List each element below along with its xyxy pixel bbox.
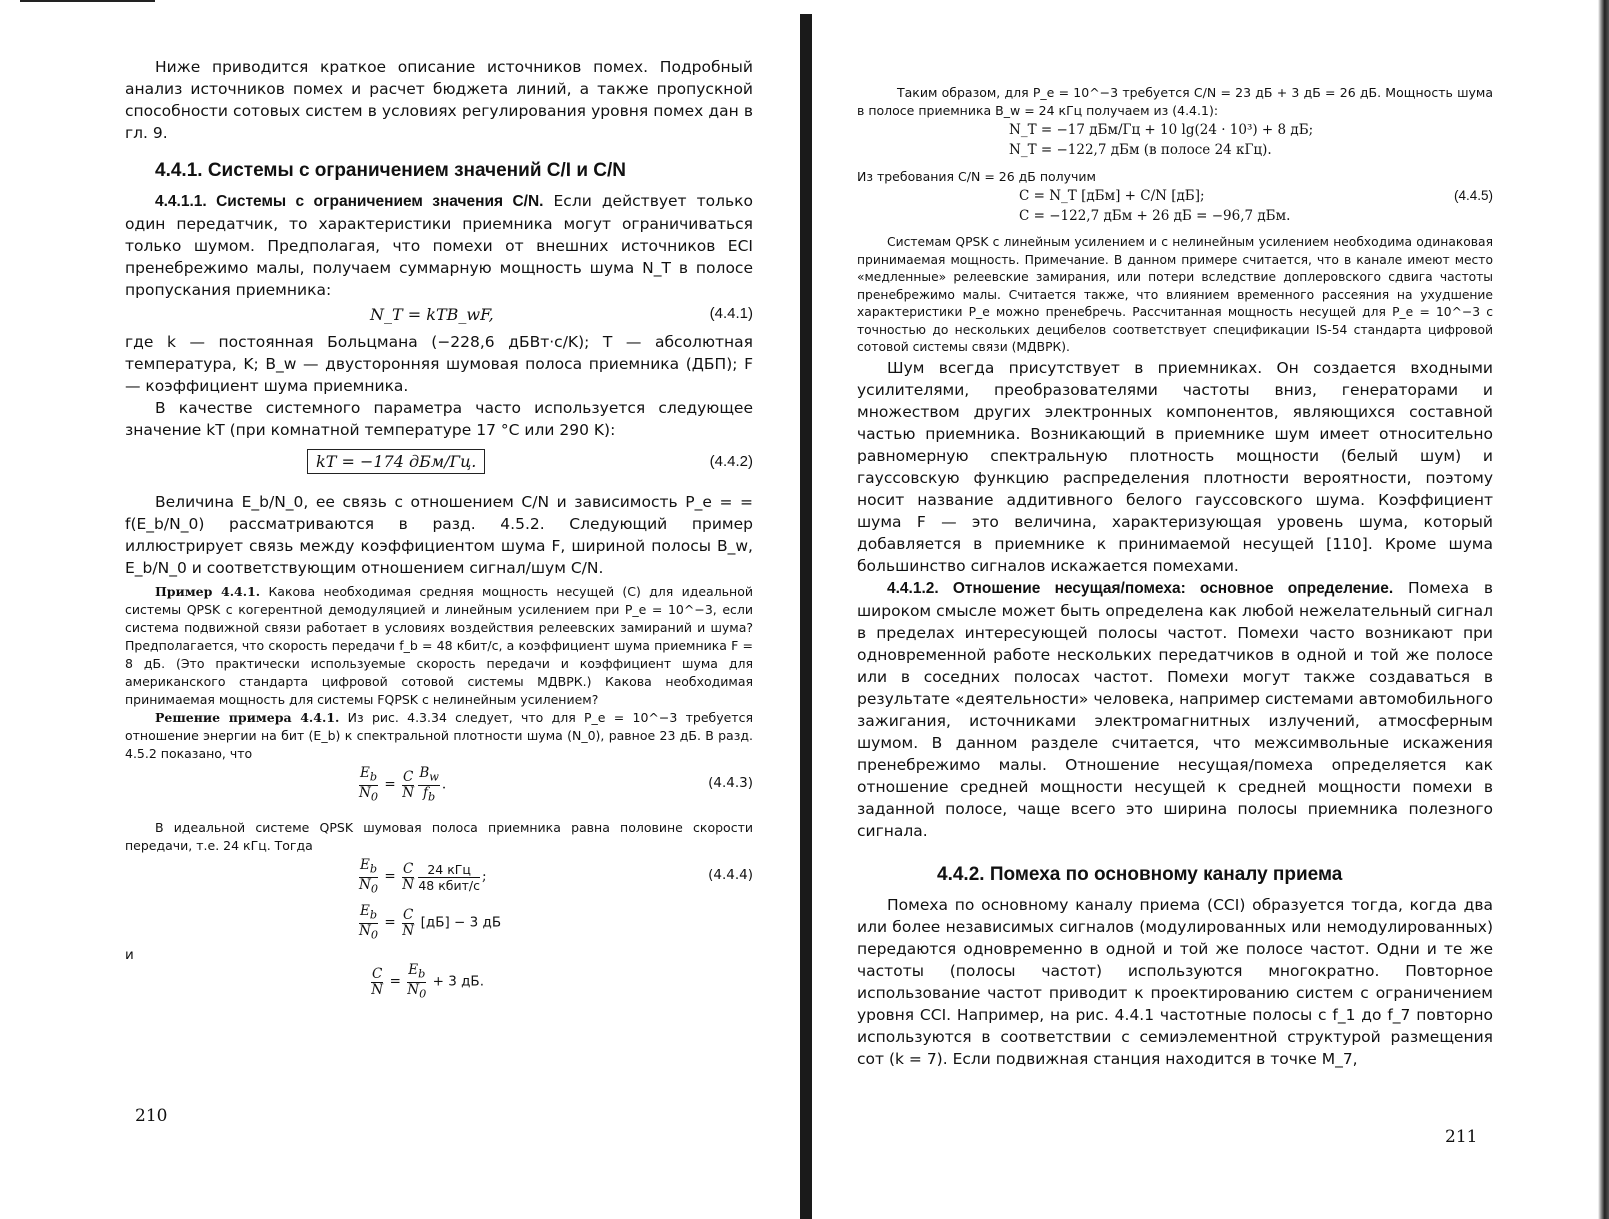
left-column — [125, 56, 753, 999]
equation-4-4-4-line3-tail: + 3 дБ. — [432, 973, 484, 990]
equation-4-4-4-line2: $\frac{E_b}{N_0}$ = $\frac{C}{N}$ [дБ] − 3 дБ — [359, 903, 502, 942]
example-lead: Пример 4.4.1. — [155, 584, 261, 599]
equation-4-4-2 — [125, 441, 753, 485]
example-4-4-1 — [125, 583, 753, 709]
page-number-left: 210 — [135, 1106, 168, 1126]
nt-equation-1: N_T = −17 дБм/Гц + 10 lg(24 · 10³) + 8 дБ; — [1009, 122, 1314, 138]
equation-4-4-2-formula: kT = −174 дБм/Гц. — [307, 449, 485, 474]
nt-equation-2: N_T = −122,7 дБм (в полосе 24 кГц). — [1009, 142, 1272, 158]
heading-4-4-2: 4.4.2. Помеха по основному каналу приема — [937, 863, 1343, 885]
cn-requirement: Из требования C/N = 26 дБ получим — [857, 169, 1096, 184]
text-4-4-1-2: Помеха в широком смысле может быть определена как любой нежелательный сигнал в пределах интересующей полосы частот. Помехи часто возникают при одновременной работе нескольких передатчиков в одной и той же полосе или в соседних полосах частот. Помехи могут также создаваться в результате «деятельности» человека, например системами автомобильного зажигания, источниками электромагнитных излучений, атмосферным шумом. В данном разделе считается, что межсимвольные искажения пренебрежимо малы. Отношение несущая/помеха определяется как отношение средней мощности несущей к средней мощности помехи в заданной полосе, чаще всего это ширина полосы приемника полезного сигнала. — [857, 578, 1493, 840]
equation-4-4-3 — [125, 763, 753, 811]
equation-4-4-5: C = N_T [дБм] + C/N [дБ]; (4.4.5) — [1019, 188, 1493, 204]
lead-4-4-1-2: 4.4.1.2. Отношение несущая/помеха: основное определение. — [887, 579, 1394, 597]
paragraph-4-4-2: Помеха по основному каналу приема (CCI) образуется тогда, когда два или более независимых сигналов (модулированных или немодулированных) передаются одновременно в одной и той же полосе частот. Одни и те же частоты (полосы частот) используются многократно. Повторное использование частот приводит к проектированию систем с ограничением уровня CCI. Например, на рис. 4.4.1 частотные полосы с f_1 до f_7 повторно используются в соответствии с семиэлементной структурой размещения сот (k = 7). Если подвижная станция находится в точке M_7, — [857, 895, 1493, 1068]
ebno-paragraph: Величина E_b/N_0, ее связь с отношением C/N и зависимость P_e = = f(E_b/N_0) рассматриваются в разд. 4.5.2. Следующий пример иллюстрирует связь между коэффициентом шума F, шириной полосы B_w, E_b/N_0 и соответствующим отношением сигнал/шум C/N. — [125, 493, 753, 577]
solution-text: Из рис. 4.3.34 следует, что для P_e = 10^−3 требуется отношение энергии на бит (E_b) к спектральной плотности шума (N_0), равное 23 дБ. В разд. 4.5.2 показано, что — [125, 710, 753, 761]
where-paragraph: где k — постоянная Больцмана (−228,6 дБВт·с/K); T — абсолютная температура, K; B_w — двусторонняя шумовая полоса приемника (ДБП); F — коэффициент шума приемника. — [125, 333, 753, 395]
equation-4-4-1 — [125, 301, 753, 331]
equation-4-4-3-number: (4.4.3) — [708, 775, 753, 791]
kt-paragraph: В качестве системного параметра часто используется следующее значение kT (при комнатной температуре 17 °C или 290 K): — [125, 399, 753, 439]
left-page — [0, 0, 800, 1219]
noise-paragraph: Шум всегда присутствует в приемниках. Он создается входными усилителями, преобразователями частоты вниз, генераторами и множеством других электронных компонентов, являющихся составной частью приемника. Возникающий в приемнике шум имеет относительно равномерную спектральную плотность мощности (белый шум) и гауссовскую функцию распределения плотности вероятности, поэтому носит название аддитивного белого гауссовского шума. Коэффициент шума F — это величина, характеризующая уровень шума, который добавляется в приемнике к принимаемой несущей [110]. Кроме шума большинство сигналов искажается помехами. — [857, 358, 1493, 575]
paragraph-4-4-1-1 — [125, 190, 753, 301]
equation-4-4-4-line1: $\frac{E_b}{N_0}$ = $\frac{C}{N}$ $\frac{\text{24 кГц}}{\text{48 кбит/с}}$ ; — [359, 857, 487, 896]
qpsk-paragraph: В идеальной системе QPSK шумовая полоса приемника равна половине скорости передачи, т.е. 24 кГц. Тогда — [125, 820, 753, 853]
equation-4-4-3-formula: $\frac{E_b}{N_0}$ = $\frac{C}{N}$ $\frac{B_w}{f_b}$ . — [359, 765, 447, 804]
equation-4-4-4-line2-tail: [дБ] − 3 дБ — [420, 914, 502, 931]
note-paragraph: Системам QPSK с линейным усилением и с нелинейным усилением необходима одинаковая принимаемая мощность. Примечание. В данном примере считается, что в канале имеют место «медленные» релеевские замирания, или потери вследствие доплеровского сдвига частоты пренебрежимо малы. Считается также, что влиянием временного рассеяния на ухудшение характеристики P_e можно пренебречь. Рассчитанная мощность несущей для P_e = 10^−3 с точностью до нескольких децибелов соответствует спецификации IS-54 стандарта цифровой сотовой системы связи (МДВРК). — [857, 235, 1493, 354]
and-word: и — [125, 947, 134, 963]
solution-lead: Решение примера 4.4.1. — [155, 710, 340, 725]
text-4-4-1-1: Если действует только один передатчик, то характеристики приемника могут ограничиваться только шумом. Предполагая, что помехи от внешних источников ECI пренебрежимо малы, получаем суммарную мощность шума N_T в полосе пропускания приемника: — [125, 192, 753, 299]
result-paragraph: Таким образом, для P_e = 10^−3 требуется C/N = 23 дБ + 3 дБ = 26 дБ. Мощность шума в полосе приемника B_w = 24 кГц получаем из (4.4.1): — [857, 85, 1493, 118]
equation-4-4-4 — [125, 855, 753, 901]
book-binding-gutter — [800, 14, 812, 1219]
right-page — [812, 0, 1609, 1219]
page-number-right: 211 — [1445, 1127, 1478, 1147]
equation-4-4-2-number: (4.4.2) — [709, 453, 753, 470]
equation-4-4-5-number: (4.4.5) — [1453, 188, 1493, 203]
lead-4-4-1-1: 4.4.1.1. Системы с ограничением значения C/N. — [155, 193, 544, 210]
heading-4-4-1: 4.4.1. Системы с ограничением значений C/I и C/N — [155, 160, 627, 181]
equation-4-4-5-line2: C = −122,7 дБм + 26 дБ = −96,7 дБм. — [1019, 208, 1291, 224]
intro-paragraph: Ниже приводится краткое описание источников помех. Подробный анализ источников помех и расчет бюджета линий, а также пропускной способности сотовых систем в условиях регулирования уровня помех дан в гл. 9. — [125, 58, 753, 142]
equation-4-4-4-number: (4.4.4) — [708, 867, 753, 883]
equation-4-4-4-line3: и $\frac{C}{N}$ = $\frac{E_b}{N_0}$ + 3 дБ. — [125, 947, 484, 1001]
example-text: Какова необходимая средняя мощность несущей (C) для идеальной системы QPSK с когерентной демодуляцией и линейным усилением при P_e = 10^−3, если система подвижной связи работает в условиях воздействия релеевских замираний и шума? Предполагается, что скорость передачи f_b = 48 кбит/с, а коэффициент шума приемника F = 8 дБ. (Это практически используемые скорость передачи и коэффициент шума для американского стандарта цифровой сотовой системы МДВРК.) Какова необходимая принимаемая мощность для системы FQPSK с нелинейным усилением? — [125, 584, 753, 707]
paragraph-4-4-1-2 — [857, 577, 1493, 842]
right-column — [857, 84, 1493, 1070]
equation-4-4-1-formula: N_T = kTB_wF, — [370, 305, 494, 324]
solution-4-4-1 — [125, 709, 753, 763]
equation-4-4-1-number: (4.4.1) — [709, 305, 753, 322]
